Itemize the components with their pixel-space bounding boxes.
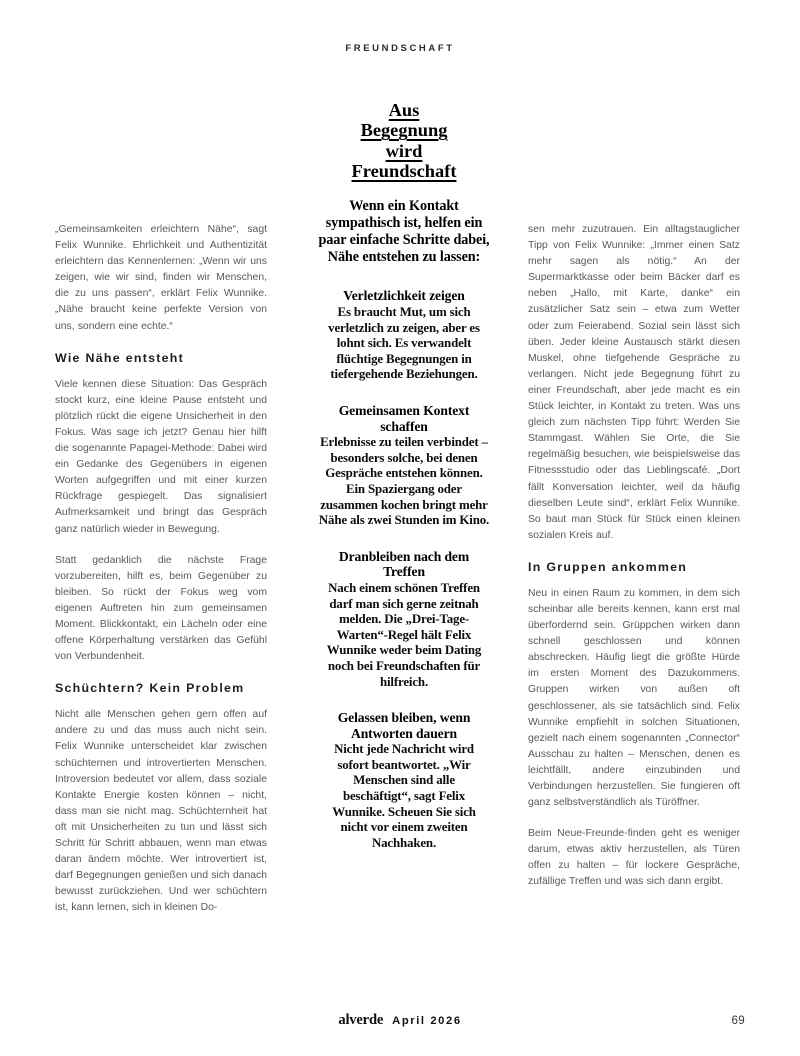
magazine-brand: alverde [338, 1012, 384, 1028]
center-headline-line-3: wird [385, 140, 423, 161]
center-pullquote-column [318, 100, 490, 851]
left-section-heading-1: Wie Nähe entsteht [55, 350, 184, 365]
left-paragraph-2: Statt gedanklich die nächste Frage vorzubereiten, hilft es, beim Gegenüber zu bleiben. So rückt der Fokus weg vom eigenen Auftreten hin zum gemeinsamen Moment. Blickkontakt, ein Lächeln oder eine offene Körperhaltung verstärken das Gefühl von Verbundenheit. [55, 554, 267, 663]
right-paragraph-2: Neu in einen Raum zu kommen, in dem sich scheinbar alle bereits kennen, kann erst mal überfordernd sein. Grüppchen wirken dann schnell geschlossen und können abschrecken. Häufig liegt die größte Hürde im ersten Moment des Dazukommens. Gruppen wirken von außen oft geschlossener, als sie tatsächlich sind. Felix Wunnike empfiehlt in solchen Situationen, gezielt nach einem sogenannten „Connector“ Ausschau zu halten – Menschen, denen es leichtfällt, andere einzubinden und Verbindungen herzustellen. Sie fungieren oft ganz selbstverständlich als Türöffner. [528, 587, 740, 809]
center-tip-heading: Verletzlichkeit zeigen [343, 288, 465, 304]
issue-date: April 2026 [392, 1015, 462, 1027]
right-section-heading-1: In Gruppen ankommen [528, 559, 688, 574]
center-tip-heading: Gemeinsamen Kontext schaffen [338, 403, 470, 434]
center-tip-block [318, 288, 490, 383]
center-tip-heading: Dranbleiben nach dem Treffen [338, 548, 470, 580]
page-footer [0, 1011, 800, 1041]
left-column [55, 222, 267, 916]
center-headline [318, 100, 490, 182]
center-headline-line-4: Freundschaft [351, 161, 457, 182]
center-tip-heading: Gelassen bleiben, wenn Antworten dauern [337, 710, 471, 741]
left-intro-paragraph: „Gemeinsamkeiten erleichtern Nähe“, sagt Felix Wunnike. Ehrlichkeit und Authentizität erleichtern das Kennenlernen: „Wenn wir uns zeigen, wie wir sind, finden wir Menschen, die zu uns passen“, erklärt Felix Wunnike. „Nähe braucht keine perfekte Version von uns, sondern eine echte.“ [55, 224, 267, 332]
center-tip-text: Nach einem schönen Treffen darf man sich gerne zeitnah melden. Die „Drei-Tage-Warten“-Regel hält Felix Wunnike weder beim Dating noch bei Freundschaften für hilfreich. [326, 580, 482, 689]
right-column [528, 222, 740, 891]
center-tip-text: Erlebnisse zu teilen verbindet – besonders solche, bei denen Gespräche entstehen können. Ein Spaziergang oder zusammen kochen bringt mehr Nähe als zwei Stunden im Kino. [318, 435, 490, 528]
left-paragraph-3: Nicht alle Menschen gehen gern offen auf andere zu und das muss auch nicht sein. Felix Wunnike unterscheidet klar zwischen schüchternen und introvertierten Menschen. Introversion bedeutet vor allem, dass soziale Kontakte Energie kosten können – nicht, dass man sie nicht mag. Schüchternheit hat oft mit Unsicherheiten zu tun und lässt sich Schritt für Schritt abbauen, wenn man etwas daran ändern möchte. Wer introvertiert ist, darf Begegnungen genießen und sich danach bewusst zurückziehen. Und wer schüchtern ist, kann lernen, sich in kleinen Do- [55, 709, 267, 914]
left-section-heading-2: Schüchtern? Kein Problem [55, 681, 245, 696]
running-head: FREUNDSCHAFT [345, 43, 455, 54]
center-tip-text: Es braucht Mut, um sich verletzlich zu zeigen, aber es lohnt sich. Es verwandelt flüchtige Begegnungen in tiefergehende Beziehungen. [328, 305, 480, 382]
center-standfirst: Wenn ein Kontakt sympathisch ist, helfen ein paar einfache Schritte dabei, Nähe entstehen zu lassen: [318, 197, 490, 266]
center-tip-block [318, 549, 490, 690]
right-paragraph-1: sen mehr zuzutrauen. Ein alltagstauglicher Tipp von Felix Wunnike: „Immer einen Satz mehr sagen als nötig.“ An der Supermarktkasse oder beim Bäcker darf es neben „Hallo, mit Karte, danke“ ein zusätzlicher Satz sein – etwa zum Wetter oder zum Feierabend. Sozial sein lässt sich üben. Jeder kleine Austausch stärkt diesen Muskel, ohne tiefgehende Gespräche zu verlangen. Nicht jede Begegnung führt zu einer Freundschaft, aber jede macht es ein Stück leichter, in Kontakt zu treten. Was uns gleich zum nächsten Tipp führt: Werden Sie Stammgast. Wählen Sie Orte, die Sie regelmäßig besuchen, wie beispielsweise das Fitnessstudio oder das Lieblingscafé. „Dort fällt Konversation leichter, weil da häufig dieselben Leute sind“, erklärt Felix Wunnike. So baut man Stück für Stück einen kleinen sozialen Kreis auf. [528, 224, 740, 541]
center-tip-block [318, 710, 490, 851]
left-paragraph-1: Viele kennen diese Situation: Das Gespräch stockt kurz, eine kleine Pause entsteht und plötzlich rückt die eigene Unsicherheit in den Fokus. Was sage ich jetzt? Genau hier hilft die sogenannte Papagei-Methode: Dabei wird ein Gedanke des Gegenübers in eigenen Worten aufgegriffen und mit einer kurzen Rückfrage gespiegelt. Das signalisiert Aufmerksamkeit und bringt das Gespräch ganz natürlich wieder in Bewegung. [55, 378, 267, 535]
center-tip-text: Nicht jede Nachricht wird sofort beantwortet. „Wir Menschen sind alle beschäftigt“, sagt Felix Wunnike. Scheuen Sie sich nicht vor einem zweiten Nachhaken. [332, 742, 476, 850]
right-paragraph-3: Beim Neue-Freunde-finden geht es weniger darum, etwas aktiv herzustellen, als Türen offen zu halten – für lockere Gespräche, zufällige Treffen und was sich dann ergibt. [528, 828, 740, 888]
page-number: 69 [731, 1014, 745, 1027]
center-tip-block [318, 403, 490, 529]
footer-imprint [0, 1011, 800, 1029]
center-headline-line-1: Aus [388, 100, 420, 120]
center-headline-line-2: Begegnung [360, 120, 448, 141]
